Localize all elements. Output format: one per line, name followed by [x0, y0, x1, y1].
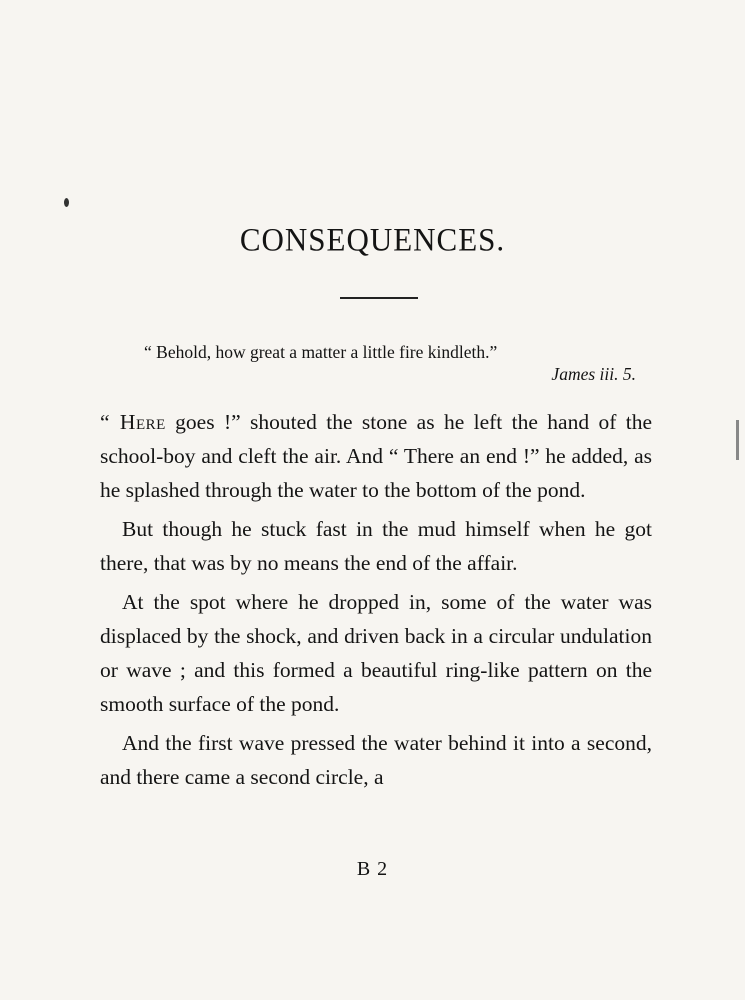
paragraph-2: But though he stuck fast in the mud himself when he got there, that was by no means the end of the affair.	[100, 517, 652, 575]
paragraph-3: At the spot where he dropped in, some of the water was displaced by the shock, and driven back in a circular undulation or wave ; and this formed a beautiful ring-like pattern on the smooth surface of the pond.	[100, 590, 652, 716]
page-title: CONSEQUENCES.	[239, 221, 506, 258]
paragraph-4: And the first wave pressed the water behind it into a second, and there came a second circle, a	[100, 731, 652, 789]
epigraph	[100, 341, 652, 385]
epigraph-reference: James iii. 5.	[551, 364, 636, 384]
paragraph-1	[100, 405, 652, 507]
body-text	[100, 405, 652, 799]
ink-speck	[64, 198, 69, 207]
epigraph-quote: “ Behold, how great a matter a little fire kindleth.”	[144, 342, 498, 362]
paragraph-1-lead: “ Here	[100, 410, 166, 434]
title-divider	[340, 297, 418, 299]
page-edge-mark	[736, 420, 739, 460]
signature-mark: B 2	[356, 858, 389, 880]
paragraph-1-text: goes !” shouted the stone as he left the hand of the school-boy and cleft the air. And “ There an end !” he added, as he splashed through the water to the bottom of the pond.	[100, 410, 652, 502]
